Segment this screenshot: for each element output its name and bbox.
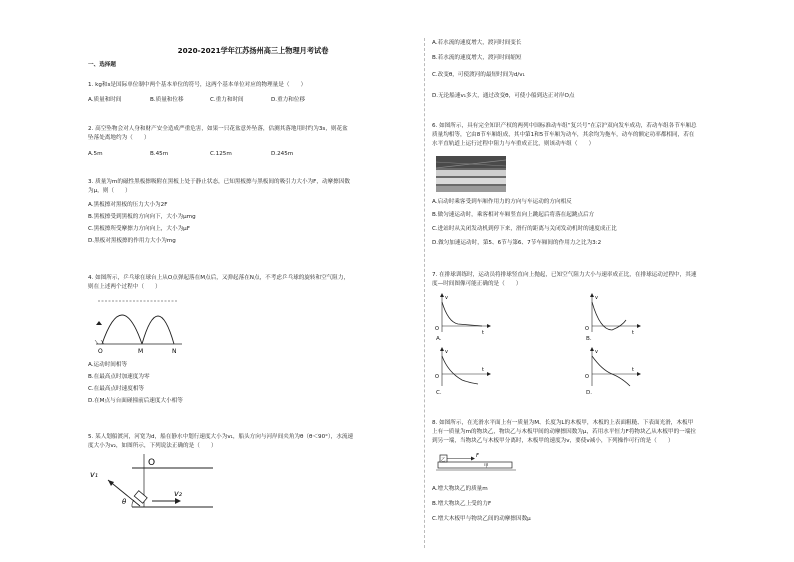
- q6-option-a[interactable]: A.启动时乘客受到车厢作用力的方向与车运动的方向相反: [432, 199, 572, 205]
- q4-option-a[interactable]: A.运动时间相等: [88, 362, 128, 368]
- train-body-1: [436, 170, 506, 176]
- arrow-marker: [96, 321, 102, 325]
- v-axis-arrow: [440, 293, 444, 297]
- q2-option-d[interactable]: D.245m: [271, 151, 294, 157]
- question-2-stem: 2. 高空坠物会对人身和财产安全造成严重危害，如果一只花盆意外坠落，估测其落地用时约为3s，则花盆: [88, 126, 348, 132]
- t-axis-arrow: [487, 372, 491, 376]
- graph-a-label[interactable]: A.: [436, 336, 442, 342]
- question-8-stem-cont2: 到另一端，当物块乙与木板甲分离时，木板甲的速度为v，要使v减小，下列操作可行的是（ ）: [432, 438, 674, 444]
- q5-option-a[interactable]: A.若水流的速度增大，渡河时间变长: [432, 40, 522, 46]
- q1-option-c[interactable]: C.重力和时间: [210, 97, 244, 103]
- velocity-curve: [442, 302, 482, 326]
- q8-option-c[interactable]: C.增大木板甲与物块乙间的动摩擦因数μ: [432, 516, 531, 522]
- q1-option-b[interactable]: B.质量和位移: [150, 97, 184, 103]
- section-heading: 一、选择题: [88, 62, 116, 68]
- axis-t-label: t: [632, 330, 634, 336]
- axis-origin-label: O: [435, 374, 439, 380]
- q3-option-b[interactable]: B.黑板擦受到黑板的方向向下，大小为μmg: [88, 214, 196, 220]
- v-axis-arrow: [590, 293, 594, 297]
- axis-v-label: v: [445, 349, 448, 355]
- question-6-stem-cont2: 水平直轨道上运行过程中阻力与车重成正比，则该动车组（ ）: [432, 141, 595, 147]
- axis-v-label: v: [445, 295, 448, 301]
- theta-label: θ: [122, 498, 127, 506]
- axis-origin-label: O: [585, 374, 589, 380]
- point-o-label: O: [98, 348, 103, 355]
- q6-option-c[interactable]: C.进站时从关闭发动机到停下来，滑行的距离与关闭发动机时的速度成正比: [432, 226, 617, 232]
- q4-option-c[interactable]: C.在最高点时速度相等: [88, 386, 145, 392]
- q8-option-b[interactable]: B.增大物块乙上受的力F: [432, 501, 492, 507]
- q3-option-c[interactable]: C.黑板擦所受摩擦力方向向上，大小为μF: [88, 226, 190, 232]
- board-jia: [438, 462, 512, 468]
- axis-v-label: v: [595, 295, 598, 301]
- question-4-stem-cont: 则在上述两个过程中（ ）: [88, 284, 161, 290]
- axis-t-label: t: [482, 367, 484, 373]
- point-o-label: O: [148, 458, 156, 468]
- q5-option-d[interactable]: D.无论船速v₁多大，通过改变θ，可使小船到达正对岸O点: [432, 93, 575, 99]
- boat-icon: [134, 491, 147, 503]
- velocity-curve: [592, 356, 630, 386]
- track-bed: [436, 186, 506, 192]
- q2-option-b[interactable]: B.45m: [150, 151, 169, 157]
- exam-title: 2020-2021学年江苏扬州高三上物理月考试卷: [177, 46, 329, 55]
- point-m-label: M: [138, 348, 144, 355]
- question-7-stem: 7. 在排球训练时，运动员将排球竖直向上抛起，已知空气阻力大小与速率成正比，在排球运动过程中，其速: [432, 272, 697, 278]
- train-body-2: [436, 178, 506, 184]
- axis-t-label: t: [632, 367, 634, 373]
- force-arrowhead: [471, 457, 475, 461]
- q8-option-a[interactable]: A.增大物块乙的质量m: [432, 486, 488, 492]
- t-axis-arrow: [637, 324, 641, 328]
- q3-option-d[interactable]: D.黑板对黑板擦的作用力大小为mg: [88, 238, 176, 244]
- question-5-stem-cont: 度大小为v₂，如图所示，下列说法正确的是（ ）: [88, 443, 217, 449]
- velocity-curve: [442, 356, 478, 384]
- axis-origin-label: O: [585, 326, 589, 332]
- q2-option-a[interactable]: A.5m: [88, 151, 103, 157]
- v-axis-arrow: [440, 347, 444, 351]
- graph-b: [582, 292, 642, 336]
- q4-trajectory-diagram: [94, 294, 184, 356]
- v-axis-arrow: [590, 347, 594, 351]
- graph-c: [432, 346, 492, 390]
- t-axis-arrow: [637, 372, 641, 376]
- station-roof: [436, 156, 506, 168]
- graph-b-label[interactable]: B.: [586, 336, 592, 342]
- q5-option-b[interactable]: B.若水流的速度增大，渡河时间缩短: [432, 55, 522, 61]
- question-2-stem-cont: 坠落处离地约为（ ）: [88, 135, 150, 141]
- t-axis-arrow: [487, 324, 491, 328]
- question-3-stem-cont: 为μ，则（ ）: [88, 188, 131, 194]
- table-hatch: [95, 340, 98, 344]
- graph-d: [582, 346, 642, 390]
- board-jia-label: 甲: [484, 464, 489, 469]
- graph-a: [432, 292, 492, 336]
- q6-option-d[interactable]: D.做匀加速运动时，第5、6节与第6、7节车厢间的作用力之比为3:2: [432, 240, 602, 246]
- question-4-stem: 4. 如图所示，乒乓球在球台上从O点弹起落在M点后，又弹起落在N点，不考虑乒乓球的旋转和空气阻力，: [88, 275, 350, 281]
- question-6-stem-cont: 质量均相等，它由8节车厢组成，其中第1和5节车厢为动车，其余均为拖车，动车的额定功率都相同，若在: [432, 132, 695, 138]
- q6-option-b[interactable]: B.做匀速运动时，乘客相对车厢竖直向上跳起后将落在起跳点后方: [432, 212, 595, 218]
- question-5-stem: 5. 某人划船渡河，河宽为d，船在静水中划行速度大小为v₁，船头方向与河岸间夹角为θ（θ＜90°），水流速: [88, 434, 354, 440]
- q3-option-a[interactable]: A.黑板擦对黑板的压力大小为2F: [88, 202, 168, 208]
- train-photo: [436, 156, 506, 192]
- point-n-label: N: [172, 348, 177, 355]
- q4-option-d[interactable]: D.在M点与台面碰撞前后速度大小相等: [88, 398, 183, 404]
- q1-option-a[interactable]: A.质量和时间: [88, 97, 122, 103]
- q2-option-c[interactable]: C.125m: [210, 151, 232, 157]
- q5-option-c[interactable]: C.改变θ，可使渡河的最短时间为d/v₁: [432, 72, 525, 78]
- question-3-stem: 3. 质量为m的磁性黑板擦吸附在黑板上处于静止状态，已知黑板擦与黑板间的吸引力大小为F，动摩擦因数: [88, 179, 350, 185]
- question-8-stem: 8. 如图所示，在光滑水平面上有一质量为M、长度为L的木板甲，木板的上表面粗糙、下表面光滑，木板甲: [432, 420, 694, 426]
- q1-option-d[interactable]: D.重力和位移: [271, 97, 306, 103]
- second-arc: [142, 316, 174, 344]
- first-arc: [102, 315, 142, 344]
- block-yi-label: 乙: [441, 458, 446, 463]
- question-8-stem-cont: 上有一质量为m的物块乙，物块乙与木板甲间的动摩擦因数为μ，若用水平恒力F将物块乙从木板甲的一端拉: [432, 429, 696, 435]
- graph-d-label[interactable]: D.: [586, 390, 593, 396]
- q5-river-diagram: [88, 452, 218, 514]
- graph-c-label[interactable]: C.: [436, 390, 442, 396]
- v1-label: v₁: [90, 470, 98, 479]
- force-label: F: [476, 453, 479, 459]
- v2-label: v₂: [174, 489, 182, 498]
- question-1-stem: 1. kg和s是国际单位制中两个基本单位的符号，这两个基本单位对应的物理量是（ ）: [88, 82, 307, 88]
- question-6-stem: 6. 如图所示，具有完全知识产权的两列中国标准动车组“复兴号”在京沪双向发车成功，若动车组各节车厢总: [432, 123, 697, 129]
- v1-arrowhead: [108, 480, 114, 486]
- question-7-stem-cont: 度—时间图像可能正确的是（ ）: [432, 281, 522, 287]
- q4-option-b[interactable]: B.在最高点时加速度为零: [88, 374, 150, 380]
- q8-board-diagram: [436, 450, 516, 474]
- column-divider: [424, 38, 425, 548]
- axis-t-label: t: [482, 330, 484, 336]
- axis-origin-label: O: [435, 326, 439, 332]
- axis-v-label: v: [595, 349, 598, 355]
- v2-arrowhead: [175, 498, 181, 504]
